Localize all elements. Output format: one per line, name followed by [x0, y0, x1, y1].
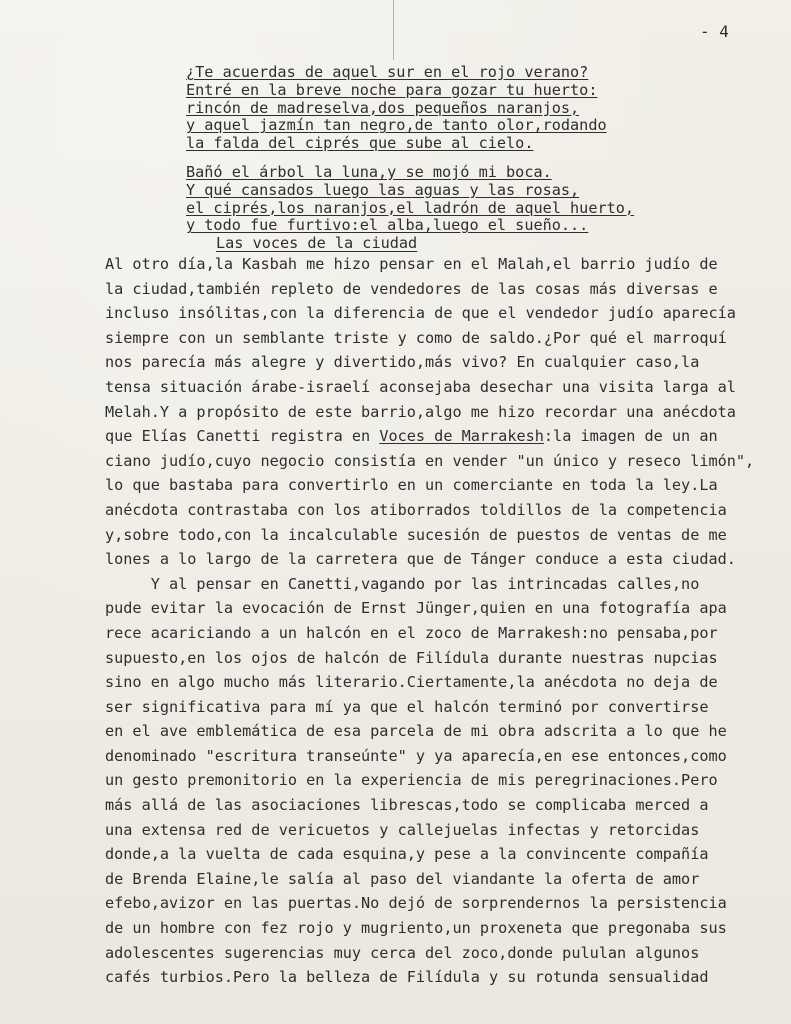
text-line: donde,a la vuelta de cada esquina,y pese a la convincente compañía	[105, 845, 709, 864]
text-line: una extensa red de vericuetos y callejuelas infectas y retorcidas	[105, 820, 700, 839]
text-line	[105, 424, 775, 449]
text-line: rece acariciando a un halcón en el zoco de Marrakesh:no pensaba,por	[105, 623, 718, 642]
text-line: en el ave emblemática de esa parcela de mi obra adscrita a lo que he	[105, 722, 727, 741]
paper-crease	[393, 0, 394, 60]
text-line: ciano judío,cuyo negocio consistía en vender "un único y reseco limón",	[105, 451, 755, 470]
text-line: Al otro día,la Kasbah me hizo pensar en el Malah,el barrio judío de	[105, 255, 718, 273]
text-line: de un hombre con fez rojo y mugriento,un proxeneta que pregonaba sus	[105, 919, 727, 938]
poem-line: y aquel jazmín tan negro,de tanto olor,rodando	[186, 116, 607, 135]
poem-line: Bañó el árbol la luna,y se mojó mi boca.	[186, 162, 552, 181]
text-line: anécdota contrastaba con los atiborrados toldillos de la competencia	[105, 500, 727, 519]
text-line: lones a lo largo de la carretera que de Tánger conduce a esta ciudad.	[105, 550, 736, 569]
page-number: - 4	[700, 22, 729, 41]
book-title-reference: Voces de Marrakesh	[379, 427, 544, 446]
text-line: y,sobre todo,con la incalculable sucesión de puestos de ventas de me	[105, 525, 727, 544]
section-heading: Las voces de la ciudad	[216, 234, 418, 252]
text-line: de Brenda Elaine,le salía al paso del viandante la oferta de amor	[105, 869, 700, 888]
text-line: un gesto premonitorio en la experiencia de mis peregrinaciones.Pero	[105, 771, 718, 790]
poem-line: la falda del ciprés que sube al cielo.	[186, 134, 534, 153]
text-line: denominado "escritura transeúnte" y ya aparecía,en ese entonces,como	[105, 746, 727, 765]
text-line: pude evitar la evocación de Ernst Jünger,quien en una fotografía apa	[105, 599, 727, 618]
text-fragment: que Elías Canetti registra en	[105, 427, 380, 446]
text-line: siempre con un semblante triste y como de saldo.¿Por qué el marroquí	[105, 328, 727, 347]
poem-line: Entré en la breve noche para gozar tu huerto:	[186, 80, 598, 99]
poem-line: Y qué cansados luego las aguas y las rosas,	[186, 180, 580, 199]
poem-line: ¿Te acuerdas de aquel sur en el rojo verano?	[186, 63, 589, 81]
poem-line: rincón de madreselva,dos pequeños naranjos,	[186, 98, 580, 117]
text-line: más allá de las asociaciones librescas,todo se complicaba merced a	[105, 796, 709, 815]
poem-line: y todo fue furtivo:el alba,luego el sueño...	[186, 216, 589, 235]
text-line: nos parecía más alegre y divertido,más vivo? En cualquier caso,la	[105, 353, 700, 372]
text-line: efebo,avizor en las puertas.No dejó de sorprendernos la persistencia	[105, 894, 727, 913]
text-line: sino en algo mucho más literario.Ciertamente,la anécdota no deja de	[105, 673, 718, 692]
text-line: cafés turbios.Pero la belleza de Filídula y su rotunda sensualidad	[105, 968, 709, 987]
text-fragment: :la imagen de un an	[543, 427, 718, 446]
poem-line: el ciprés,los naranjos,el ladrón de aquel huerto,	[186, 198, 635, 217]
text-line: adolescentes sugerencias muy cerca del zoco,donde pululan algunos	[105, 943, 700, 962]
body-text	[105, 252, 775, 990]
text-line: la ciudad,también repleto de vendedores de las cosas más diversas e	[105, 279, 718, 298]
text-line: lo que bastaba para convertirlo en un comerciante en toda la ley.La	[105, 476, 718, 495]
text-line: tensa situación árabe-israelí aconsejaba desechar una visita larga al	[105, 377, 736, 396]
text-line: Melah.Y a propósito de este barrio,algo me hizo recordar una anécdota	[105, 402, 736, 421]
poem-block	[186, 64, 666, 235]
text-line: incluso insólitas,con la diferencia de que el vendedor judío aparecía	[105, 304, 736, 323]
text-line: ser significativa para mí ya que el halcón terminó por convertirse	[105, 697, 709, 716]
text-line: supuesto,en los ojos de halcón de Filídula durante nuestras nupcias	[105, 648, 718, 667]
text-line: Y al pensar en Canetti,vagando por las intrincadas calles,no	[105, 574, 700, 593]
